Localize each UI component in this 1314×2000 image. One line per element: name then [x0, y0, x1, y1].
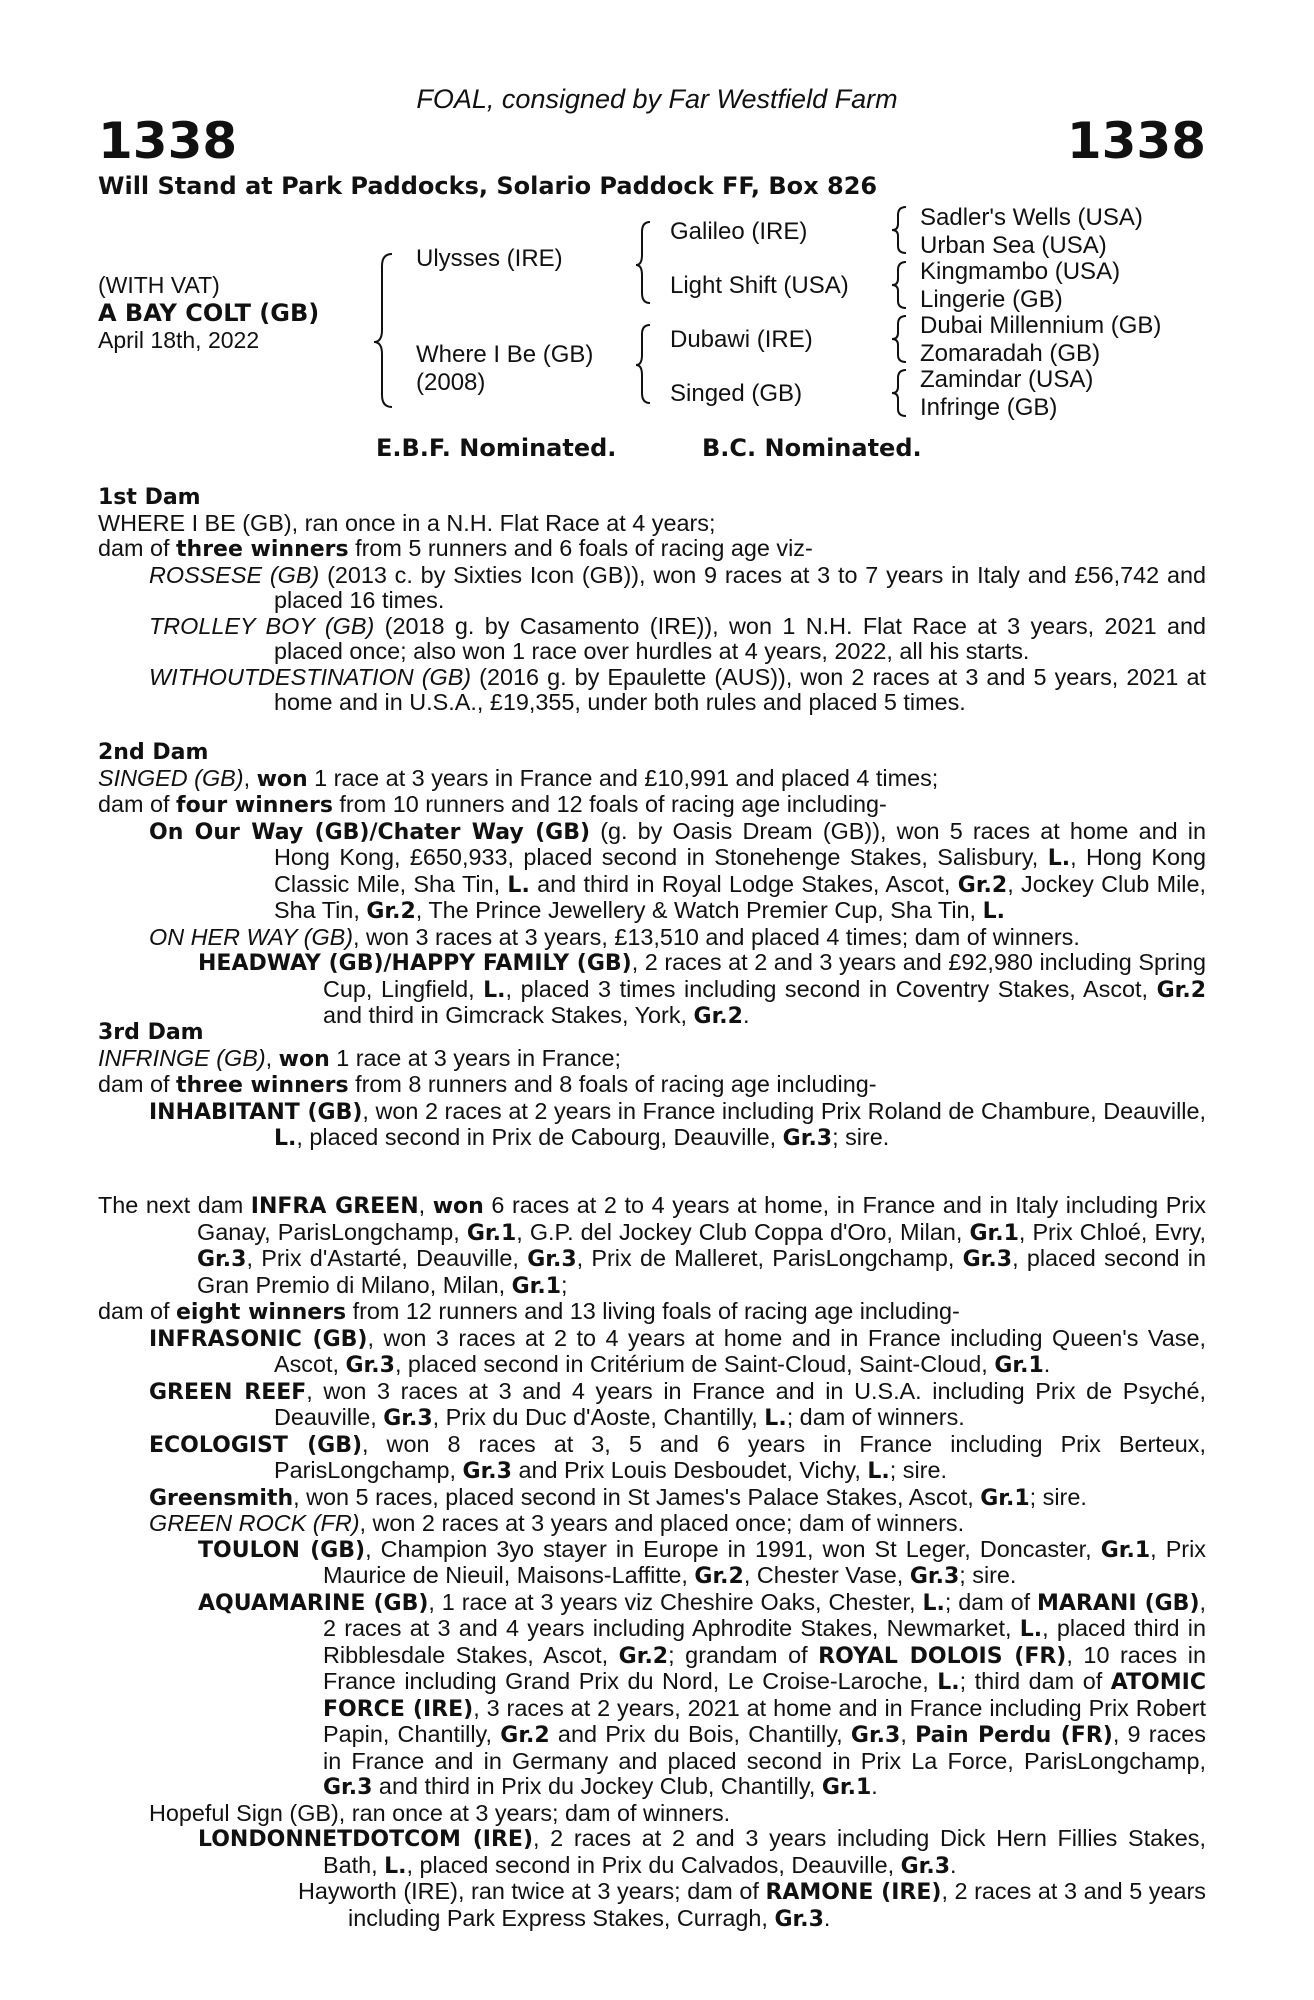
pedigree-dam: Where I Be (GB) — [416, 341, 594, 368]
bc-nomination: B.C. Nominated. — [702, 434, 922, 462]
horse-dob: April 18th, 2022 — [98, 327, 260, 353]
pedigree-dam-year: (2008) — [416, 369, 486, 396]
progeny-on-our-way: On Our Way (GB)/Chater Way (GB) (g. by Oasis Dream (GB)), won 5 races at home and in Hong Kong, £650,933, placed second in Stonehenge Stakes, Salisbury, L., Hong Kong Classic Mile, Sha Tin, L. and third in Royal Lodge Stakes, Ascot, Gr.2, Jockey Club Mile, Sha Tin, Gr.2, The Prince Jewellery & Watch Premier Cup, Sha Tin, L. — [149, 817, 1207, 924]
dam2-produce-summary: dam of four winners from 10 runners and 12 foals of racing age including- — [98, 791, 887, 818]
first-dam-section — [98, 485, 1206, 716]
pedigree-ggsire-1: Sadler's Wells (USA) — [920, 204, 1143, 231]
progeny-trolley-boy: TROLLEY BOY (GB) (2018 g. by Casamento (IRE)), won 1 N.H. Flat Race at 3 years, 2021 and placed once; also won 1 race over hurdles at 4 years, 2022, all his starts. — [149, 612, 1206, 664]
pedigree-ggsire-2: Kingmambo (USA) — [920, 258, 1121, 285]
second-dam-section — [98, 740, 1206, 1030]
pedigree-dam-dam: Singed (GB) — [670, 380, 803, 407]
consignor-line: FOAL, consigned by Far Westfield Farm — [416, 84, 898, 114]
progeny-aquamarine: AQUAMARINE (GB), 1 race at 3 years viz Cheshire Oaks, Chester, L.; dam of MARANI (GB), 2 races at 3 and 4 years including Aphrodite Stakes, Newmarket, L., placed third in Ribblesdale Stakes, Ascot, Gr.2; grandam of ROYAL DOLOIS (FR), 10 races in France including Grand Prix du Nord, Le Croise-Laroche, L.; third dam of ATOMIC FORCE (IRE), 3 races at 2 years, 2021 at home and in France including Prix Robert Papin, Chantilly, Gr.2 and Prix du Bois, Chantilly, Gr.3, Pain Perdu (FR), 9 races in France and in Germany and placed second in Prix La Force, ParisLongchamp, Gr.3 and third in Prix du Jockey Club, Chantilly, Gr.1. — [198, 1588, 1207, 1800]
progeny-inhabitant: INHABITANT (GB), won 2 races at 2 years in France including Prix Roland de Chambure, Deauville, L., placed second in Prix de Cabourg, Deauville, Gr.3; sire. — [149, 1097, 1206, 1151]
lot-number-left: 1338 — [98, 112, 238, 170]
section-heading: 1st Dam — [98, 485, 201, 510]
section-heading: 3rd Dam — [98, 1020, 204, 1045]
dam1-produce-summary: dam of three winners from 5 runners and 6 foals of racing age viz- — [98, 535, 813, 562]
progeny-rossese: ROSSESE (GB) (2013 c. by Sixties Icon (GB)), won 9 races at 3 to 7 years in Italy and £56,742 and placed 16 times. — [149, 561, 1206, 613]
progeny-green-reef: GREEN REEF, won 3 races at 3 and 4 years in France and in U.S.A. including Prix de Psyché, Deauville, Gr.3, Prix du Duc d'Aoste, Chantilly, L.; dam of winners. — [149, 1377, 1207, 1431]
horse-name: A BAY COLT (GB) — [98, 299, 320, 327]
pedigree-sire: Ulysses (IRE) — [416, 245, 563, 272]
progeny-londonnetdotcom: LONDONNETDOTCOM (IRE), 2 races at 2 and 3 years including Dick Hern Fillies Stakes, Bath, L., placed second in Prix du Calvados, Deauville, Gr.3. — [198, 1825, 1206, 1879]
next-dam-produce-summary: dam of eight winners from 12 runners and 13 living foals of racing age including- — [98, 1298, 960, 1325]
pedigree-dam-sire: Dubawi (IRE) — [670, 326, 813, 353]
section-heading: 2nd Dam — [98, 740, 209, 765]
progeny-green-rock: GREEN ROCK (FR), won 2 races at 3 years and placed once; dam of winners. — [149, 1510, 965, 1536]
progeny-greensmith: Greensmith, won 5 races, placed second in St James's Palace Stakes, Ascot, Gr.1; sire. — [149, 1483, 1087, 1511]
pedigree-sire-sire: Galileo (IRE) — [670, 218, 808, 245]
lot-number-right: 1338 — [1066, 112, 1206, 170]
third-dam-section — [98, 1020, 1206, 1152]
pedigree-ggdam-4: Infringe (GB) — [920, 394, 1058, 421]
pedigree-ggdam-3: Zomaradah (GB) — [920, 340, 1101, 367]
stand-location: Will Stand at Park Paddocks, Solario Paddock FF, Box 826 — [98, 172, 878, 200]
progeny-on-her-way: ON HER WAY (GB), won 3 races at 3 years, £13,510 and placed 4 times; dam of winners. — [149, 923, 1080, 950]
pedigree-sire-dam: Light Shift (USA) — [670, 272, 849, 299]
pedigree-ggdam-2: Lingerie (GB) — [920, 286, 1063, 313]
progeny-hopeful-sign: Hopeful Sign (GB), ran once at 3 years; dam of winners. — [149, 1799, 731, 1826]
next-dam-line: The next dam INFRA GREEN, won 6 races at 2 to 4 years at home, in France and in Italy including Prix Ganay, ParisLongchamp, Gr.1, G.P. del Jockey Club Coppa d'Oro, Milan, Gr.1, Prix Chloé, Evry, Gr.3, Prix d'Astarté, Deauville, Gr.3, Prix de Malleret, ParisLongchamp, Gr.3, placed second in Gran Premio di Milano, Milan, Gr.1; — [98, 1192, 1207, 1299]
progeny-withoutdestination: WITHOUTDESTINATION (GB) (2016 g. by Epaulette (AUS)), won 2 races at 3 and 5 years, 2021 at home and in U.S.A., £19,355, under both rules and placed 5 times. — [149, 663, 1206, 715]
dam2-line: SINGED (GB), won 1 race at 3 years in France and £10,991 and placed 4 times; — [98, 764, 939, 792]
pedigree-ggsire-3: Dubai Millennium (GB) — [920, 312, 1162, 339]
progeny-toulon: TOULON (GB), Champion 3yo stayer in Europe in 1991, won St Leger, Doncaster, Gr.1, Prix Maurice de Nieuil, Maisons-Laffitte, Gr.2, Chester Vase, Gr.3; sire. — [198, 1535, 1206, 1589]
pedigree-ggsire-4: Zamindar (USA) — [920, 366, 1094, 393]
progeny-headway: HEADWAY (GB)/HAPPY FAMILY (GB), 2 races at 2 and 3 years and £92,980 including Spring Cup, Lingfield, L., placed 3 times including second in Coventry Stakes, Ascot, Gr.2 and third in Gimcrack Stakes, York, Gr.2. — [198, 949, 1207, 1029]
progeny-hayworth: Hayworth (IRE), ran twice at 3 years; dam of RAMONE (IRE), 2 races at 3 and 5 years including Park Express Stakes, Curragh, Gr.3. — [298, 1878, 1206, 1932]
dam1-line: WHERE I BE (GB), ran once in a N.H. Flat Race at 4 years; — [98, 509, 716, 536]
vat-note: (WITH VAT) — [98, 272, 220, 298]
dam3-produce-summary: dam of three winners from 8 runners and 8 foals of racing age including- — [98, 1071, 877, 1098]
dam3-line: INFRINGE (GB), won 1 race at 3 years in France; — [98, 1044, 621, 1072]
progeny-ecologist: ECOLOGIST (GB), won 8 races at 3, 5 and 6 years in France including Prix Berteux, ParisLongchamp, Gr.3 and Prix Louis Desboudet, Vichy, L.; sire. — [149, 1430, 1206, 1484]
ebf-nomination: E.B.F. Nominated. — [376, 434, 617, 462]
next-dam-section — [98, 1193, 1206, 1932]
pedigree-ggdam-1: Urban Sea (USA) — [920, 232, 1107, 259]
progeny-infrasonic: INFRASONIC (GB), won 3 races at 2 to 4 years at home and in France including Queen's Vase, Ascot, Gr.3, placed second in Critérium de Saint-Cloud, Saint-Cloud, Gr.1. — [149, 1324, 1206, 1378]
